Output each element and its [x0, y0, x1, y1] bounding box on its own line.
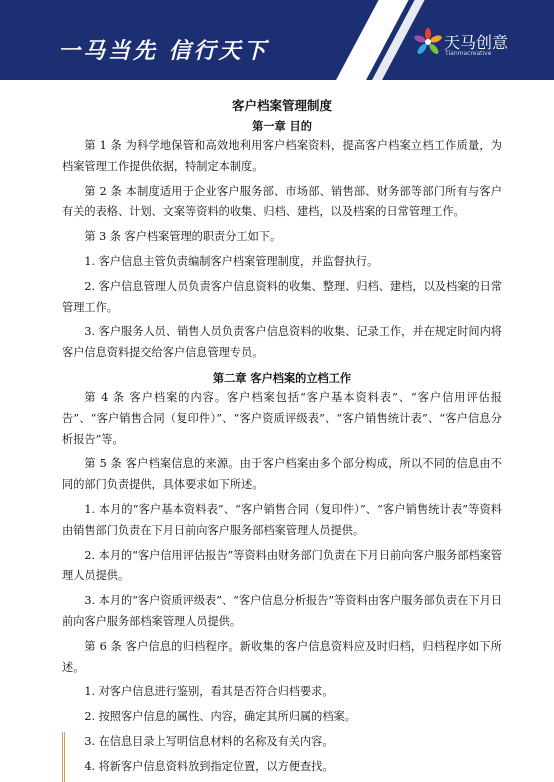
paragraph: 第 5 条 客户档案信息的来源。由于客户档案由多个部分构成，所以不同的信息由不同的部门负责提供，具体要求如下所述。 — [62, 457, 502, 492]
brand-flower-icon — [414, 28, 442, 56]
chapter-heading-1: 第一章 目的 — [252, 119, 312, 133]
paragraph: 第 3 条 客户档案管理的职责分工如下。 — [84, 230, 282, 244]
document-title: 客户档案管理制度 — [231, 98, 332, 113]
footer-line — [62, 732, 63, 782]
paragraph: 3. 在信息目录上写明信息材料的名称及有关内容。 — [84, 734, 334, 748]
chapter-heading-2: 第二章 客户档案的立档工作 — [212, 370, 352, 385]
paragraph: 第 6 条 客户信息的归档程序。新收集的客户信息资料应及时归档，归档程序如下所述。 — [62, 639, 502, 674]
paragraph: 第 4 条 客户档案的内容。客户档案包括“客户基本资料表”、“客户信用评估报告”、“客户销售合同（复印件）”、“客户资质评级表”、“客户销售统计表”、“客户信息分析报告”等。 — [62, 390, 502, 446]
footer-line — [64, 732, 65, 782]
paragraph: 第 1 条 为科学地保管和高效地利用客户档案资料，提高客户档案立档工作质量，为档案管理工作提供依据，特制定本制度。 — [62, 139, 502, 173]
paragraph: 2. 本月的“客户信用评估报告”等资料由财务部门负责在下月日前向客户服务部档案管理人员提供。 — [62, 548, 502, 583]
paragraph: 1. 本月的“客户基本资料表”、“客户销售合同（复印件）”、“客户销售统计表”等资料由销售部门负责在下月日前向客户服务部档案管理人员提供。 — [62, 502, 502, 537]
paragraph: 第 2 条 本制度适用于企业客户服务部、市场部、销售部、财务部等部门所有与客户有关的表格、计划、文案等资料的收集、归档、建档，以及档案的日常管理工作。 — [62, 184, 502, 219]
paragraph: 2. 客户信息管理人员负责客户信息资料的收集、整理、归档、建档，以及档案的日常管理工作。 — [62, 279, 502, 314]
header-slogan: 一马当先 信行天下 — [58, 38, 269, 64]
header-banner — [0, 0, 554, 80]
paragraph: 4. 将新客户信息资料放到指定位置，以方便查找。 — [84, 759, 334, 773]
paragraph: 2. 按照客户信息的属性、内容，确定其所归属的档案。 — [84, 710, 356, 724]
brand-logo — [414, 24, 524, 64]
paragraph: 3. 客户服务人员、销售人员负责客户信息资料的收集、记录工作，并在规定时间内将客户信息资料提交给客户信息管理专员。 — [62, 325, 502, 360]
paragraph: 1. 客户信息主管负责编制客户档案管理制度，并监督执行。 — [84, 254, 379, 268]
paragraph: 3. 本月的“客户资质评级表”、“客户信息分析报告”等资料由客户服务部负责在下月日前向客户服务部档案管理人员提供。 — [62, 594, 502, 628]
brand-subtitle: Tianmacreative — [445, 50, 492, 57]
paragraph: 1. 对客户信息进行鉴别，看其是否符合归档要求。 — [84, 685, 334, 699]
header-stripe — [315, 0, 419, 80]
document-body — [62, 96, 502, 782]
brand-name: 天马创意 — [444, 33, 509, 52]
footer-decoration — [62, 732, 65, 782]
